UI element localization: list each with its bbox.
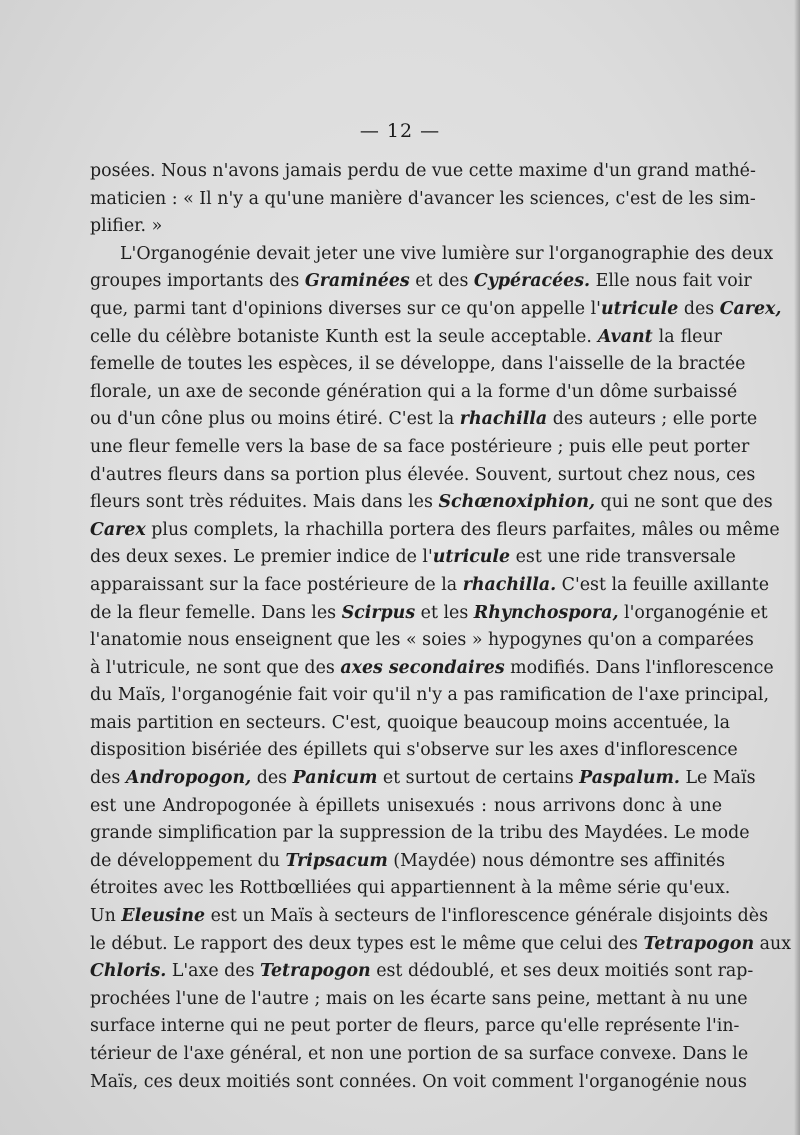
page-edge-shadow <box>794 0 800 1135</box>
text-segment: disposition bisériée des épillets qui s'observe sur les axes d'inflorescence <box>90 740 738 761</box>
text-line <box>90 682 769 710</box>
text-segment: des deux sexes. Le premier indice de l' <box>90 547 433 568</box>
text-line <box>90 765 756 793</box>
text-line <box>90 793 722 821</box>
text-segment: prochées l'une de l'autre ; mais on les écarte sans peine, mettant à nu une <box>90 988 748 1009</box>
italic-text: Chloris. <box>90 961 167 982</box>
italic-text: axes secondaires <box>340 657 505 678</box>
text-segment: l'anatomie nous enseignent que les « soies » hypogynes qu'on a comparées <box>90 630 754 651</box>
text-segment: plus complets, la rhachilla portera des fleurs parfaites, mâles ou même <box>145 519 780 540</box>
text-segment: L'Organogénie devait jeter une vive lumière sur l'organographie des deux <box>120 243 774 264</box>
text-segment: aux <box>754 933 791 954</box>
italic-text: rhachilla. <box>462 574 557 595</box>
text-segment: florale, un axe de seconde génération qui a la forme d'un dôme surbaissé <box>90 381 738 402</box>
italic-text: Scirpus <box>341 602 416 623</box>
italic-text: Carex <box>90 519 146 540</box>
text-segment: des auteurs ; elle porte <box>547 409 758 430</box>
text-line <box>90 544 736 572</box>
text-segment: la fleur <box>652 326 722 347</box>
text-segment: une fleur femelle vers la base de sa face postérieure ; puis elle peut porter <box>90 436 750 457</box>
text-segment: l'organogénie et <box>618 602 768 623</box>
text-segment: Maïs, ces deux moitiés sont connées. On voit comment l'organogénie nous <box>90 1071 747 1092</box>
text-line <box>90 324 722 352</box>
text-segment: plifier. » <box>90 216 163 237</box>
italic-text: Andropogon, <box>125 768 252 789</box>
text-segment: des <box>90 768 126 789</box>
text-segment: le début. Le rapport des deux types est le même que celui des <box>90 933 644 954</box>
text-segment: apparaissant sur la face postérieure de la <box>90 574 463 595</box>
italic-text: Eleusine <box>121 906 206 927</box>
italic-text: Cypéracées. <box>473 271 591 292</box>
text-line <box>90 434 750 462</box>
italic-text: Tetrapogon <box>260 961 371 982</box>
text-segment: térieur de l'axe général, et non une portion de sa surface convexe. Dans le <box>90 1044 749 1064</box>
text-line <box>90 572 770 600</box>
text-line <box>90 1041 749 1069</box>
text-segment: maticien : « Il n'y a qu'une manière d'avancer les sciences, c'est de les sim- <box>90 188 756 209</box>
text-segment: d'autres fleurs dans sa portion plus élevée. Souvent, surtout chez nous, ces <box>90 464 756 485</box>
italic-text: Avant <box>597 326 653 347</box>
text-segment: étroites avec les Rottbœlliées qui appartiennent à la même série qu'eux. <box>90 878 731 899</box>
italic-text: utricule <box>600 298 679 319</box>
text-segment: du Maïs, l'organogénie fait voir qu'il n'y a pas ramification de l'axe principal, <box>90 685 769 706</box>
text-line <box>90 462 756 490</box>
text-segment: mais partition en secteurs. C'est, quoique beaucoup moins accentuée, la <box>90 712 730 733</box>
text-segment: et surtout de certains <box>377 768 580 789</box>
text-segment: grande simplification par la suppression de la tribu des Maydées. Le mode <box>90 823 750 844</box>
text-line <box>90 600 768 628</box>
text-line <box>90 710 730 738</box>
text-segment: à l'utricule, ne sont que des <box>90 657 341 678</box>
text-line <box>90 1013 740 1041</box>
italic-text: Tripsacum <box>285 850 388 871</box>
text-line <box>90 958 754 986</box>
text-segment: fleurs sont très réduites. Mais dans les <box>90 492 439 513</box>
text-segment: de la fleur femelle. Dans les <box>90 602 342 623</box>
text-segment: est un Maïs à secteurs de l'inflorescence générale disjoints dès <box>205 906 769 927</box>
text-segment: qui ne sont que des <box>595 492 773 513</box>
text-line <box>90 213 722 241</box>
italic-text: Carex, <box>719 298 782 319</box>
text-line <box>90 875 731 903</box>
text-line <box>90 158 756 186</box>
text-segment: est une ride transversale <box>510 547 736 568</box>
text-segment: C'est la feuille axillante <box>556 574 770 595</box>
text-segment: posées. Nous n'avons jamais perdu de vue cette maxime d'un grand mathé- <box>90 161 756 181</box>
text-segment: modifiés. Dans l'inflorescence <box>504 657 774 678</box>
italic-text: utricule <box>432 547 511 568</box>
text-segment: Le Maïs <box>679 768 756 789</box>
text-line <box>90 848 726 876</box>
text-segment: (Maydée) nous démontre ses affinités <box>387 850 726 871</box>
text-line <box>90 655 774 683</box>
text-line <box>90 986 748 1014</box>
text-line <box>90 186 756 214</box>
text-line <box>90 351 746 379</box>
text-segment: et les <box>415 602 474 623</box>
text-segment: que, parmi tant d'opinions diverses sur ce qu'on appelle l' <box>90 298 601 319</box>
text-line <box>90 517 780 545</box>
italic-text: Paspalum. <box>579 768 680 789</box>
text-line <box>90 379 738 407</box>
italic-text: Graminées <box>304 271 410 292</box>
text-line <box>90 296 782 324</box>
text-line <box>90 820 750 848</box>
text-line <box>90 627 754 655</box>
text-line <box>90 241 774 269</box>
italic-text: Panicum <box>292 768 378 789</box>
text-segment: surface interne qui ne peut porter de fleurs, parce qu'elle représente l'in- <box>90 1016 740 1037</box>
text-line <box>90 1069 747 1097</box>
italic-text: Tetrapogon <box>643 933 755 954</box>
text-segment: des <box>251 768 293 789</box>
text-segment: est dédoublé, et ses deux moitiés sont rap- <box>370 961 754 982</box>
text-line <box>90 489 773 517</box>
text-segment: et des <box>409 271 474 292</box>
italic-text: Schœnoxiphion, <box>438 492 596 513</box>
text-segment: Elle nous fait voir <box>590 271 752 292</box>
body-text <box>90 158 791 1096</box>
text-segment: est une Andropogonée à épillets unisexués : nous arrivons donc à une <box>90 795 722 816</box>
text-segment: des <box>678 298 720 319</box>
text-line <box>90 268 752 296</box>
text-line <box>90 737 738 765</box>
italic-text: rhachilla <box>459 409 548 430</box>
italic-text: Rhynchospora, <box>473 602 619 623</box>
text-segment: ou d'un cône plus ou moins étiré. C'est la <box>90 409 460 430</box>
text-line <box>90 406 758 434</box>
text-segment: L'axe des <box>166 961 261 982</box>
text-segment: celle du célèbre botaniste Kunth est la seule acceptable. <box>90 326 598 347</box>
text-line <box>90 903 769 931</box>
text-segment: de développement du <box>90 850 286 871</box>
text-segment: groupes importants des <box>90 271 305 292</box>
page-number-header: — 12 — <box>359 120 441 142</box>
text-segment: femelle de toutes les espèces, il se développe, dans l'aisselle de la bractée <box>90 354 746 375</box>
text-line <box>90 931 791 959</box>
text-segment: Un <box>90 906 122 927</box>
